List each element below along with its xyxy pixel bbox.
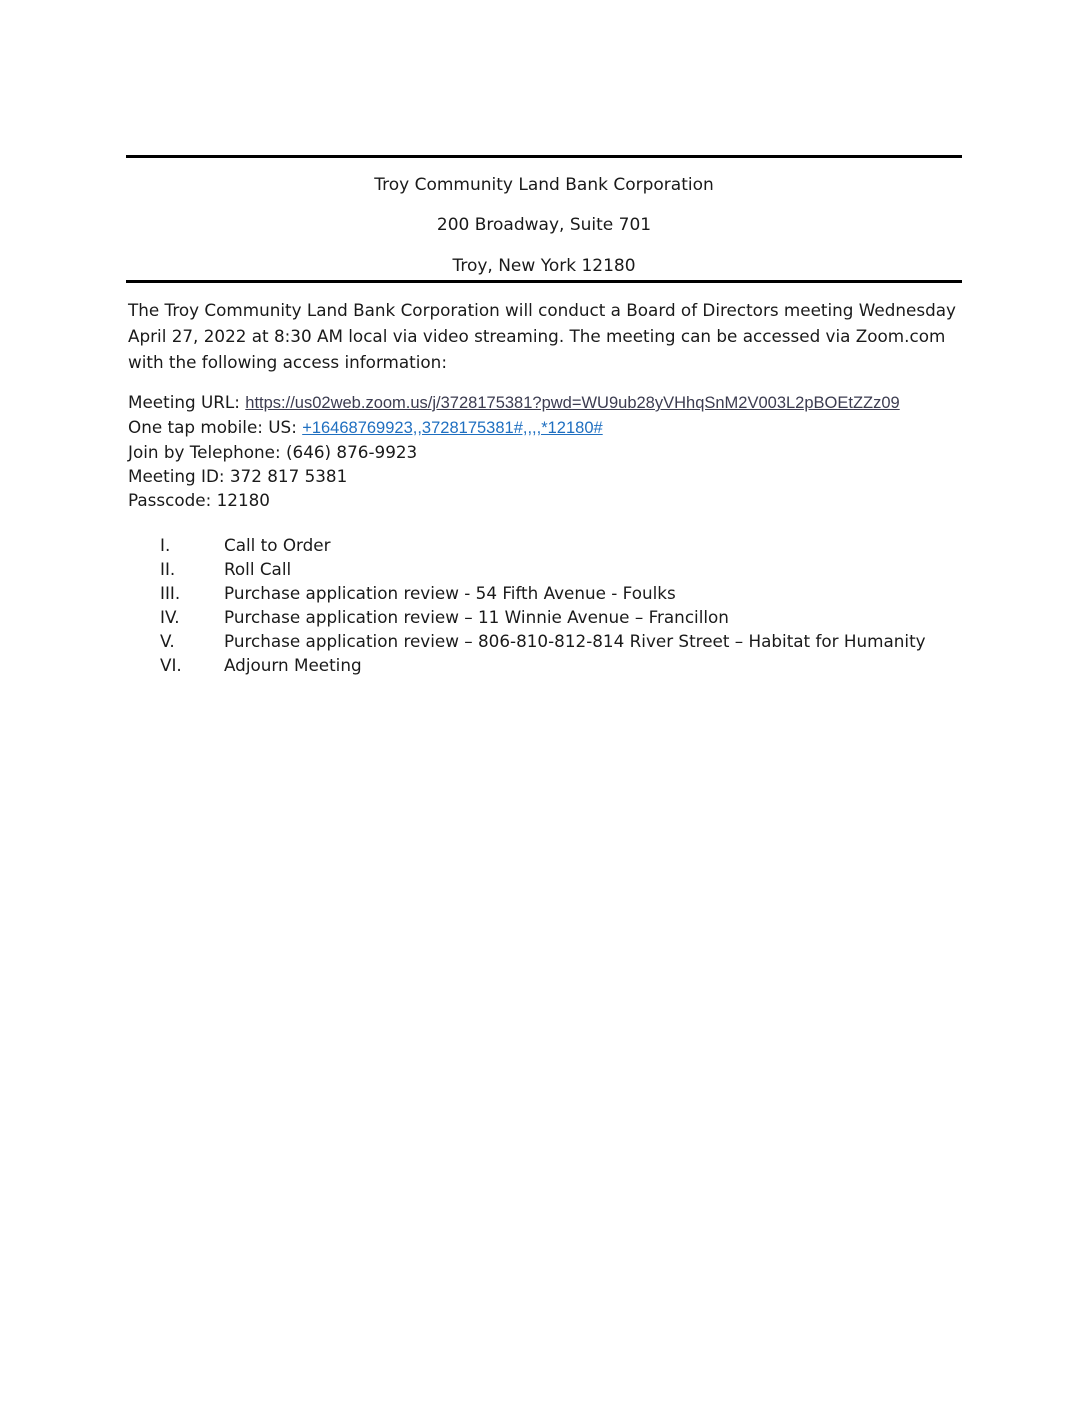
- agenda-item: [160, 629, 960, 653]
- meeting-url-link[interactable]: https://us02web.zoom.us/j/3728175381?pwd=WU9ub28yVHhqSnM2V003L2pBOEtZZz09: [245, 394, 900, 412]
- agenda-item-text: Call to Order: [224, 535, 331, 555]
- agenda-item-number: V.: [160, 631, 175, 651]
- agenda-list: [160, 533, 960, 677]
- agenda-item-number: II.: [160, 559, 176, 579]
- telephone-row: Join by Telephone: (646) 876-9923: [128, 442, 418, 462]
- agenda-item-text: Purchase application review – 806-810-812-814 River Street – Habitat for Humanity: [224, 631, 926, 651]
- meeting-url-row: [128, 390, 1008, 415]
- agenda-item: [160, 533, 960, 557]
- agenda-item-text: Roll Call: [224, 559, 292, 579]
- agenda-item: [160, 581, 960, 605]
- agenda-item-number: VI.: [160, 655, 182, 675]
- address-line-1: 200 Broadway, Suite 701: [436, 215, 652, 235]
- meeting-id-row: Meeting ID: 372 817 5381: [128, 466, 348, 486]
- access-information: [128, 390, 1008, 512]
- agenda-item-text: Purchase application review - 54 Fifth Avenue - Foulks: [224, 583, 676, 603]
- one-tap-link[interactable]: +16468769923,,3728175381#,,,,*12180#: [302, 419, 603, 437]
- one-tap-row: [128, 415, 1008, 440]
- passcode-row: Passcode: 12180: [128, 490, 270, 510]
- organization-name: Troy Community Land Bank Corporation: [374, 175, 714, 195]
- agenda-item: [160, 605, 960, 629]
- meeting-notice-paragraph: The Troy Community Land Bank Corporation will conduct a Board of Directors meeting Wednesday April 27, 2022 at 8:30 AM local via video streaming. The meeting can be accessed via Zoom.com with the following access information:: [128, 300, 956, 372]
- one-tap-label: One tap mobile: US:: [128, 417, 303, 437]
- agenda-item: [160, 557, 960, 581]
- agenda-item-number: I.: [160, 535, 171, 555]
- agenda-item-number: IV.: [160, 607, 180, 627]
- header-bottom-rule: [126, 280, 962, 283]
- agenda-item-text: Purchase application review – 11 Winnie Avenue – Francillon: [224, 607, 729, 627]
- header-top-rule: [126, 155, 962, 158]
- address-line-2: Troy, New York 12180: [452, 256, 636, 276]
- agenda-item-number: III.: [160, 583, 181, 603]
- meeting-url-label: Meeting URL:: [128, 392, 246, 412]
- agenda-item: [160, 653, 960, 677]
- agenda-item-text: Adjourn Meeting: [224, 655, 362, 675]
